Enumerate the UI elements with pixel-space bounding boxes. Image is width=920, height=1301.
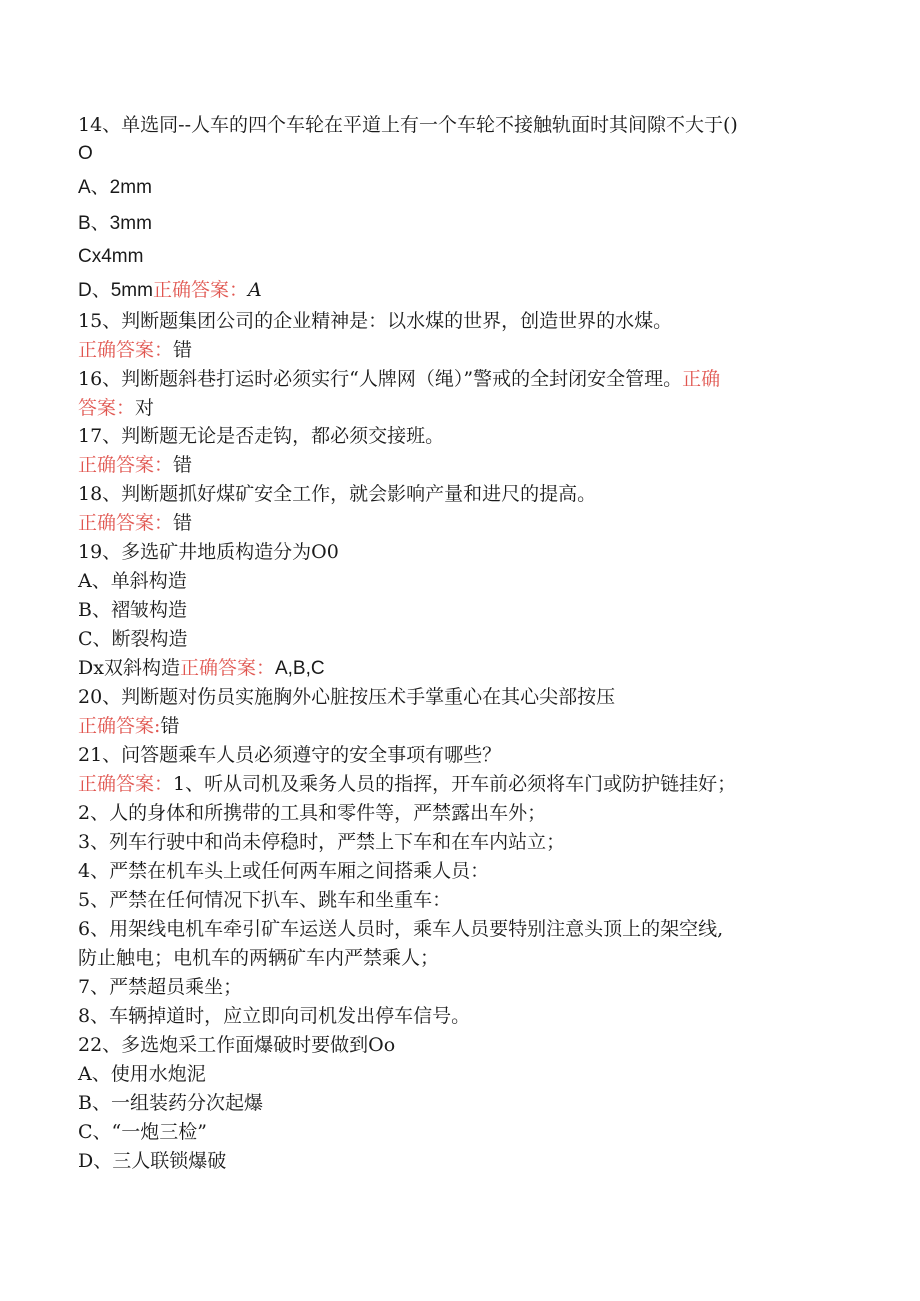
answer-value: 1、听从司机及乘务人员的指挥，开车前必须将车门或防护链挂好； — [173, 773, 737, 795]
question-21-answer-line: 6、用架线电机车牵引矿车运送人员时，乘车人员要特别注意头顶上的架空线, — [78, 918, 724, 940]
question-22-text: 22、多选炮采工作面爆破时要做到Oo — [78, 1034, 396, 1056]
question-14-text: 14、单选同--人车的四个车轮在平道上有一个车轮不接触轨面时其间隙不大于() — [78, 114, 738, 136]
question-14-option-c: Cx4mm — [78, 246, 144, 267]
question-20-text: 20、判断题对伤员实施胸外心脏按压术手掌重心在其心尖部按压 — [78, 686, 616, 708]
question-21-answer-line: 8、车辆掉道时，应立即向司机发出停车信号。 — [78, 1005, 471, 1027]
question-14-option-a: A、2mm — [78, 177, 152, 198]
answer-label: 正确答案： — [78, 339, 174, 361]
answer-value: A,B,C — [274, 658, 325, 679]
question-16-text: 16、判断题斜巷打运时必须实行“人牌网（绳）”警戒的全封闭安全管理。 — [78, 368, 683, 390]
question-22-option-d: D、三人联锁爆破 — [78, 1150, 227, 1172]
question-19-option-b: B、褶皱构造 — [78, 599, 187, 621]
answer-label: 正确答案： — [78, 512, 174, 534]
answer-label: 正确答案： — [152, 279, 248, 301]
answer-label: 正确答案： — [78, 454, 174, 476]
question-22-option-a: A、使用水炮泥 — [78, 1063, 206, 1085]
question-18-text: 18、判断题抓好煤矿安全工作，就会影响产量和进尺的提高。 — [78, 483, 597, 505]
question-15-answer-row — [78, 338, 192, 362]
answer-label: 正确答案： — [179, 657, 275, 679]
question-16-row — [78, 367, 720, 391]
question-15-text: 15、判断题集团公司的企业精神是：以水煤的世界，创造世界的水煤。 — [78, 310, 673, 332]
question-16-answer-row — [78, 396, 154, 420]
question-17-text: 17、判断题无论是否走钩，都必须交接班。 — [78, 425, 445, 447]
answer-value: 错 — [173, 512, 193, 534]
question-21-answer-line: 4、严禁在机车头上或任何两车厢之间搭乘人员： — [78, 860, 490, 882]
question-19-option-a: A、单斜构造 — [78, 570, 187, 592]
question-21-answer-line: 5、严禁在任何情况下扒车、跳车和坐重车： — [78, 889, 452, 911]
answer-label-part: 正确 — [682, 368, 721, 390]
question-22-option-b: B、一组装药分次起爆 — [78, 1092, 263, 1114]
answer-value: 错 — [173, 339, 193, 361]
question-19-option-d-row — [78, 656, 325, 681]
question-14-option-d: D、5mm — [78, 280, 153, 301]
question-14-option-b: B、3mm — [78, 213, 152, 234]
question-22-option-c: C、“一炮三检” — [78, 1121, 207, 1143]
question-21-answer-line: 3、列车行驶中和尚未停稳时，严禁上下车和在车内站立； — [78, 831, 566, 853]
question-21-answer-line: 7、严禁超员乘坐； — [78, 976, 243, 998]
answer-value: 错 — [160, 715, 180, 737]
answer-value: A — [247, 279, 262, 301]
question-19-text: 19、多选矿井地质构造分为O0 — [78, 541, 339, 563]
question-19-option-c: C、断裂构造 — [78, 628, 188, 650]
question-19-option-d: Dx双斜构造 — [78, 657, 180, 679]
question-21-answer-row — [78, 772, 736, 796]
question-21-answer-line: 2、人的身体和所携带的工具和零件等，严禁露出车外； — [78, 802, 547, 824]
answer-label: 正确答案： — [78, 773, 174, 795]
answer-value: 错 — [173, 454, 193, 476]
answer-label: 正确答案: — [78, 715, 161, 737]
answer-value: 对 — [135, 397, 155, 419]
question-14-text-continued: O — [78, 143, 93, 164]
question-20-answer-row — [78, 714, 179, 738]
question-21-answer-line: 防止触电；电机车的两辆矿车内严禁乘人； — [78, 947, 440, 969]
question-17-answer-row — [78, 453, 192, 477]
answer-label-part: 答案： — [78, 397, 136, 419]
question-21-text: 21、问答题乘车人员必须遵守的安全事项有哪些？ — [78, 744, 502, 766]
question-18-answer-row — [78, 511, 192, 535]
question-14-option-d-row — [78, 278, 262, 303]
